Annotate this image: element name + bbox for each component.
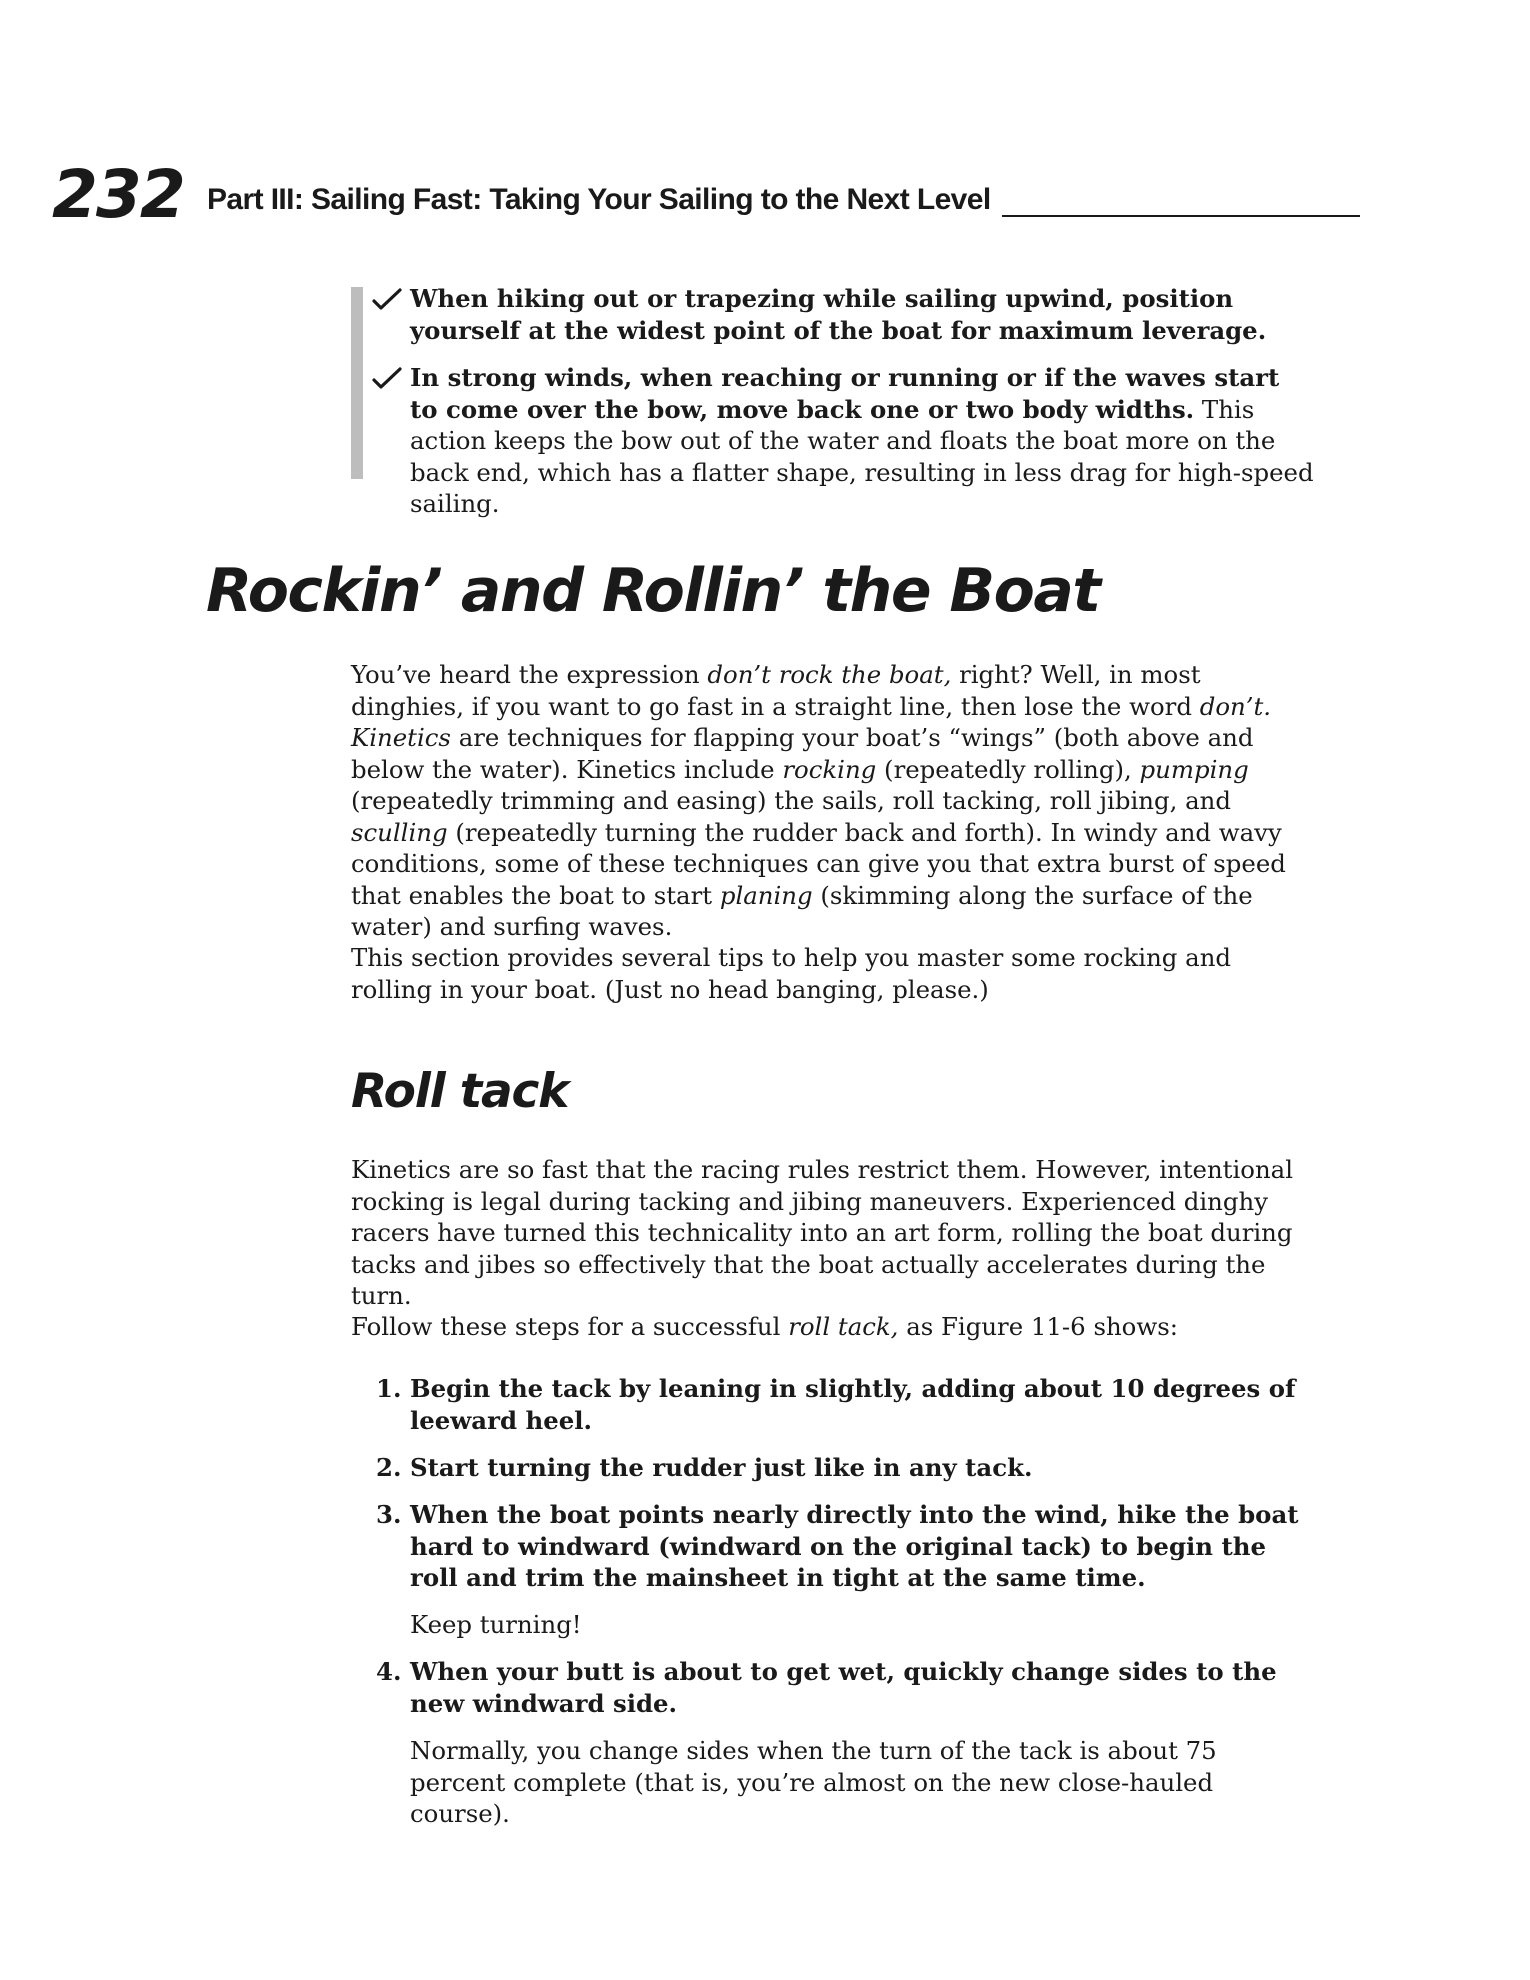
- intro-paragraph: You’ve heard the expression don’t rock the boat, right? Well, in most dinghies, if you want to go fast in a straight line, then lose the word don’t. Kinetics are techniques for flapping your boat’s “wings” (both above and below the water). Kinetics include rocking (repeatedly rolling), pumping (repeatedly trimming and easing) the sails, roll tacking, roll jibing, and sculling (repeatedly turning the rudder back and forth). In windy and wavy conditions, some of these techniques can give you that extra burst of speed that enables the boat to start planing (skimming along the surface of the water) and surfing waves.: [351, 660, 1286, 941]
- bullet-text: This action keeps the bow out of the water and floats the boat more on the back end, which has a flatter shape, resulting in less drag for high-speed sailing.: [410, 394, 1314, 518]
- header-rule: [1002, 215, 1360, 217]
- step-item: [376, 1373, 1315, 1436]
- checkmark-icon: [372, 287, 402, 311]
- checkmark-icon: [372, 366, 402, 390]
- running-title: Part III: Sailing Fast: Taking Your Sailing to the Next Level: [207, 183, 991, 216]
- step-text: When the boat points nearly directly into the wind, hike the boat hard to windward (windward on the original tack) to begin the roll and trim the mainsheet in tight at the same time.: [410, 1500, 1299, 1592]
- step-number: 1.: [376, 1374, 402, 1403]
- running-header: [52, 156, 1312, 233]
- steps-intro-paragraph: Follow these steps for a successful roll tack, as Figure 11-6 shows:: [351, 1312, 1178, 1341]
- step-note: Keep turning!: [410, 1610, 582, 1639]
- step-number: 4.: [376, 1657, 402, 1686]
- step-number: 3.: [376, 1500, 402, 1529]
- sidebar-bar: [351, 287, 363, 479]
- page-number: 232: [52, 156, 184, 233]
- step-item: [376, 1656, 1315, 1719]
- subsection-heading: Roll tack: [351, 1064, 569, 1119]
- bullet-bold-text: When hiking out or trapezing while sailing upwind, position yourself at the widest point of the boat for maximum leverage.: [410, 284, 1267, 345]
- step-item: [376, 1499, 1315, 1594]
- tips-paragraph: This section provides several tips to help you master some rocking and rolling in your boat. (Just no head banging, please.): [351, 943, 1232, 1004]
- bullet-item: [410, 283, 1315, 346]
- bullet-bold-text: In strong winds, when reaching or running or if the waves start to come over the bow, move back one or two body widths.: [410, 363, 1280, 424]
- step-number: 2.: [376, 1453, 402, 1482]
- rules-paragraph: Kinetics are so fast that the racing rules restrict them. However, intentional rocking is legal during tacking and jibing maneuvers. Experienced dinghy racers have turned this technicality into an art form, rolling the boat during tacks and jibes so effectively that the boat actually accelerates during the turn.: [351, 1155, 1294, 1310]
- step-text: When your butt is about to get wet, quickly change sides to the new windward side.: [410, 1657, 1277, 1718]
- bullet-item: [410, 362, 1315, 520]
- step-item: [376, 1452, 1315, 1484]
- section-heading: Rockin’ and Rollin’ the Boat: [206, 556, 1100, 626]
- step-note: Normally, you change sides when the turn of the tack is about 75 percent complete (that is, you’re almost on the new close-hauled course).: [410, 1736, 1217, 1828]
- step-text: Start turning the rudder just like in any tack.: [410, 1453, 1033, 1482]
- step-text: Begin the tack by leaning in slightly, adding about 10 degrees of leeward heel.: [410, 1374, 1296, 1435]
